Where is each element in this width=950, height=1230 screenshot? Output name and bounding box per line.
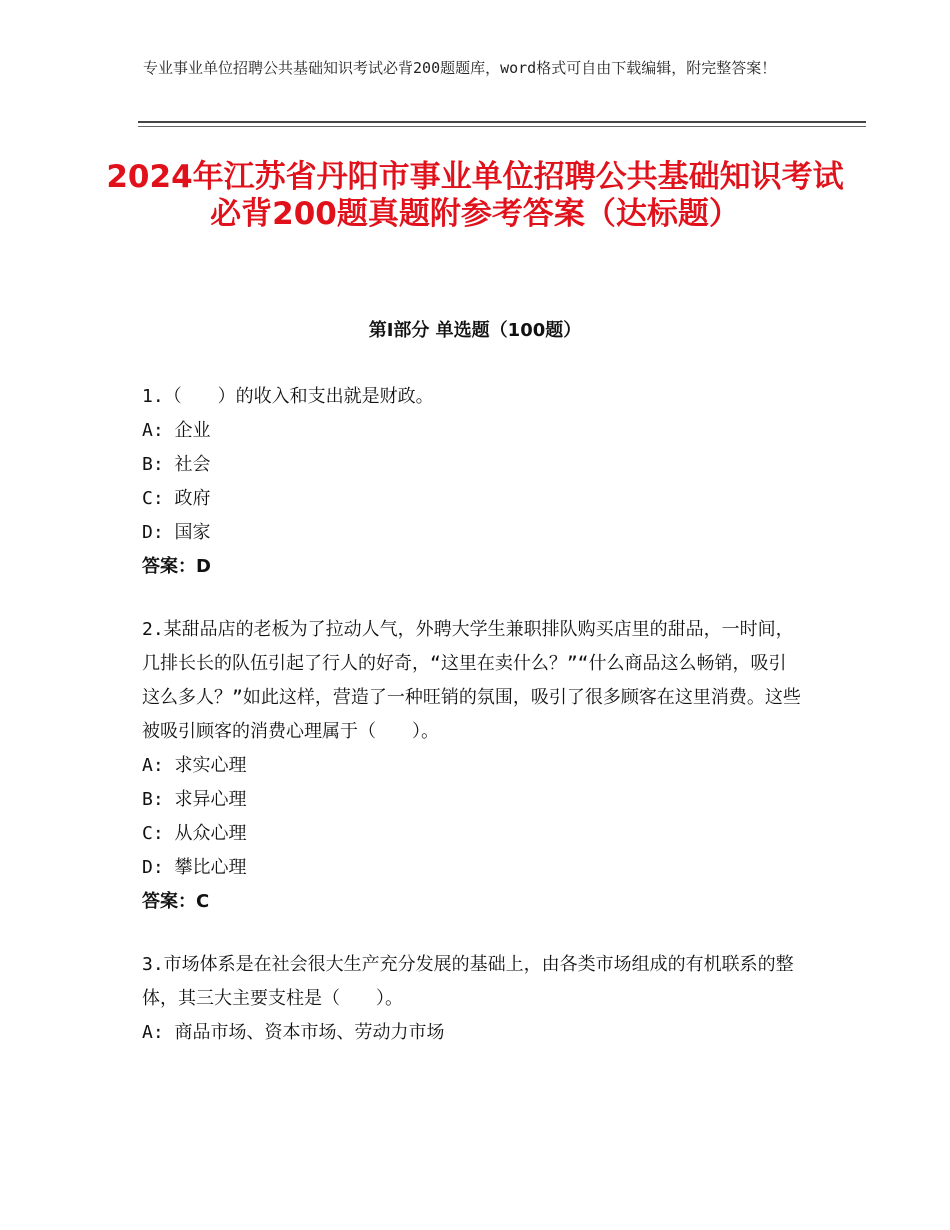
header-note: 专业事业单位招聘公共基础知识考试必背200题题库，word格式可自由下载编辑，附完整答案！ [143, 59, 777, 77]
option-a: A: 企业 [142, 420, 211, 441]
answer-label: 答案：D [142, 556, 211, 577]
option-b: B: 社会 [142, 454, 211, 475]
option-c: C: 从众心理 [142, 823, 247, 844]
option-d: D: 攀比心理 [142, 857, 247, 878]
question-1 [142, 380, 802, 584]
document-title: 2024年江苏省丹阳市事业单位招聘公共基础知识考试必背200题真题附参考答案（达标题） [106, 159, 844, 232]
question-stem: 3.市场体系是在社会很大生产充分发展的基础上，由各类市场组成的有机联系的整体，其三大主要支柱是（ ）。 [142, 954, 794, 1009]
question-stem: 2.某甜品店的老板为了拉动人气，外聘大学生兼职排队购买店里的甜品，一时间，几排长长的队伍引起了行人的好奇，“这里在卖什么？”“什么商品这么畅销，吸引这么多人？”如此这样，营造了一种旺销的氛围，吸引了很多顾客在这里消费。这些被吸引顾客的消费心理属于（ ）。 [142, 619, 801, 742]
option-c: C: 政府 [142, 488, 211, 509]
option-a: A: 求实心理 [142, 755, 247, 776]
option-a: A: 商品市场、资本市场、劳动力市场 [142, 1022, 445, 1043]
header-divider-thin [138, 126, 866, 127]
option-b: B: 求异心理 [142, 789, 247, 810]
question-2 [142, 613, 802, 919]
question-stem: 1.（ ）的收入和支出就是财政。 [142, 386, 434, 407]
section-title: 第Ⅰ部分 单选题（100题） [368, 320, 582, 341]
question-3 [142, 948, 802, 1050]
option-d: D: 国家 [142, 522, 211, 543]
question-list [142, 380, 802, 1079]
header-divider [138, 121, 866, 123]
answer-label: 答案：C [142, 891, 210, 912]
